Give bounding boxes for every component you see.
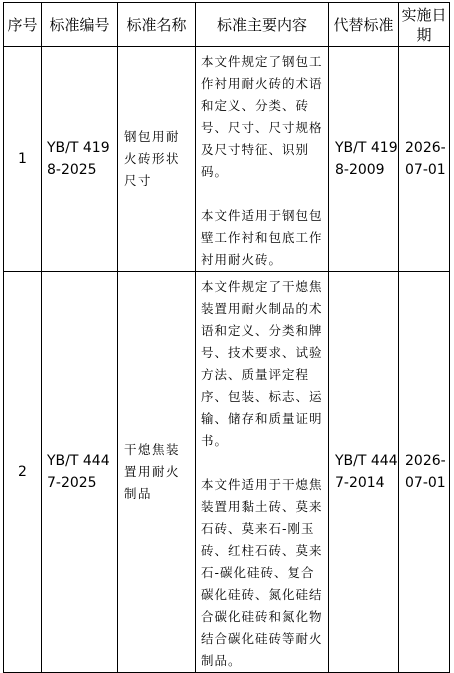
content-paragraph-2: 本文件适用于干熄焦装置用黏土砖、莫来石砖、莫来石-刚玉砖、红柱石砖、莫来石-碳化硅砖、复合碳化硅砖、氮化硅结合碳化硅砖和氮化物结合碳化硅砖等耐火制品。 — [201, 477, 323, 668]
content-paragraph-1: 本文件规定了干熄焦装置用耐火制品的术语和定义、分类和牌号、技术要求、试验方法、质量评定程序、包装、标志、运输、储存和质量证明书。 — [201, 279, 323, 448]
header-no: 序号 — [4, 3, 42, 47]
cell-standard-id: YB/T 4447-2025 — [42, 272, 118, 673]
header-standard-id: 标准编号 — [42, 3, 118, 47]
header-main-content: 标准主要内容 — [196, 3, 329, 47]
header-standard-name: 标准名称 — [118, 3, 196, 47]
cell-no: 2 — [4, 272, 42, 673]
cell-effective-date: 2026-07-01 — [399, 272, 450, 673]
header-effective-date: 实施日期 — [399, 3, 450, 47]
standards-table — [3, 2, 450, 673]
cell-standard-name: 干熄焦装置用耐火制品 — [118, 272, 196, 673]
cell-replaced-standard: YB/T 4447-2014 — [329, 272, 399, 673]
table-row — [4, 47, 450, 272]
content-paragraph-2: 本文件适用于钢包包壁工作衬和包底工作衬用耐火砖。 — [201, 208, 323, 267]
cell-replaced-standard: YB/T 4198-2009 — [329, 47, 399, 272]
header-replaced-standard: 代替标准 — [329, 3, 399, 47]
cell-standard-name: 钢包用耐火砖形状尺寸 — [118, 47, 196, 272]
cell-main-content — [196, 272, 329, 673]
table-header-row — [4, 3, 450, 47]
table-row — [4, 272, 450, 673]
cell-main-content — [196, 47, 329, 272]
cell-no: 1 — [4, 47, 42, 272]
content-paragraph-1: 本文件规定了钢包工作衬用耐火砖的术语和定义、分类、砖号、尺寸、尺寸规格及尺寸特征、识别码。 — [201, 54, 323, 179]
cell-effective-date: 2026-07-01 — [399, 47, 450, 272]
cell-standard-id: YB/T 4198-2025 — [42, 47, 118, 272]
